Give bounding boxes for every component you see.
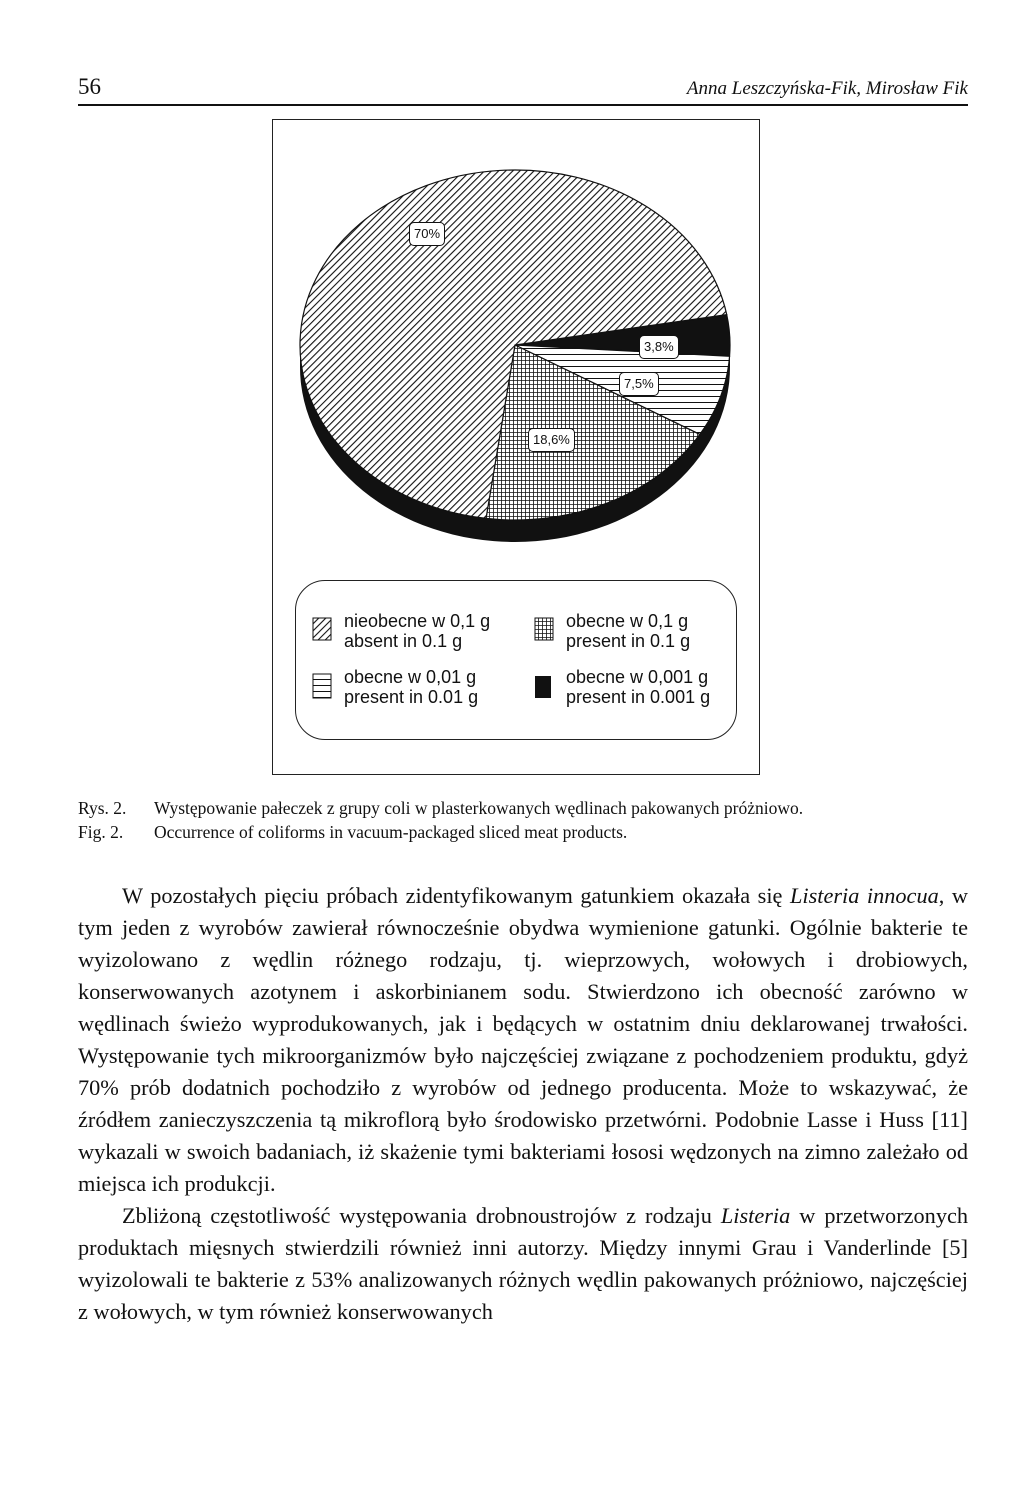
slice-label: 18,6% (528, 428, 575, 452)
legend-swatch-diagonal (312, 617, 332, 645)
caption-text-pl: Występowanie pałeczek z grupy coli w plasterkowanych wędlinach pakowanych próżniowo. (154, 798, 804, 818)
paragraph-1-text-a: W pozostałych pięciu próbach zidentyfikowanym gatunkiem okazała się (122, 883, 790, 908)
paragraph-2-text-b: w przetworzonych produktach mięsnych stwierdzili również inni autorzy. Między innymi Grau i Vanderlinde [5] wyizolowali te bakterie z 53% analizowanych różnych wędlin pakowanych próżniowo, najczęściej z wołowych, w tym również konserwowanych (78, 1203, 969, 1324)
caption-text-en: Occurrence of coliforms in vacuum-packaged sliced meat products. (154, 822, 628, 842)
caption-label-en: Fig. 2. (78, 822, 124, 842)
legend-label-en: present in 0.01 g (344, 687, 479, 707)
legend-label-en: present in 0.001 g (566, 687, 711, 707)
slice-label: 70% (409, 222, 445, 246)
legend-label-pl: obecne w 0,1 g (566, 611, 689, 631)
legend-label-en: present in 0.1 g (566, 631, 691, 651)
paragraph-2-text-a: Zbliżoną częstotliwość występowania drobnoustrojów z rodzaju (122, 1203, 721, 1228)
page-header (78, 74, 968, 106)
legend-swatch-grid (534, 617, 554, 645)
legend-label-pl: obecne w 0,001 g (566, 667, 709, 687)
genus-name-listeria: Listeria (720, 1203, 791, 1228)
legend-entry-present-0.001g (534, 667, 710, 707)
legend-label-en: absent in 0.1 g (344, 631, 463, 651)
legend-label-pl: obecne w 0,01 g (344, 667, 477, 687)
legend-swatch-solid (534, 673, 554, 701)
species-name-listeria-innocua: Listeria innocua (789, 883, 939, 908)
legend (295, 580, 737, 740)
paragraph-1 (78, 880, 968, 1200)
legend-entry-present-0.1g (534, 611, 690, 651)
slice-label: 7,5% (619, 372, 659, 396)
caption-label-pl: Rys. 2. (78, 798, 127, 818)
body-text (78, 880, 968, 1328)
slice-label: 3,8% (639, 335, 679, 359)
legend-swatch-horizontal (312, 673, 332, 701)
legend-label-pl: nieobecne w 0,1 g (344, 611, 491, 631)
figure-caption (78, 796, 978, 844)
paragraph-1-text-b: , w tym jeden z wyrobów zawierał równocześnie obydwa wymienione gatunki. Ogólnie bakterie te wyizolowano z wędlin różnego rodzaju, tj. wieprzowych, wołowych i drobiowych, konserwowanych azotynem i askorbinianem sodu. Stwierdzono ich obecność zarówno w wędlinach świeżo wyprodukowanych, jak i będących w ostatnim dniu deklarowanej trwałości. Występowanie tych mikroorganizmów było najczęściej związane z pochodzeniem produktu, gdyż 70% prób dodatnich pochodziło z wyrobów od jednego producenta. Może to wskazywać, że źródłem zanieczyszczenia tą mikroflorą było środowisko przetwórni. Podobnie Lasse i Huss [11] wykazali w swoich badaniach, iż skażenie tymi bakteriami łososi wędzonych na zimno zależało od miejsca ich produkcji. (78, 883, 968, 1196)
running-head-authors: Anna Leszczyńska-Fik, Mirosław Fik (686, 78, 968, 99)
legend-entry-present-0.01g (312, 667, 478, 707)
page-number: 56 (78, 74, 101, 99)
paragraph-2 (78, 1200, 968, 1328)
figure-frame (272, 119, 760, 775)
legend-entry-absent-0.1g (312, 611, 490, 651)
